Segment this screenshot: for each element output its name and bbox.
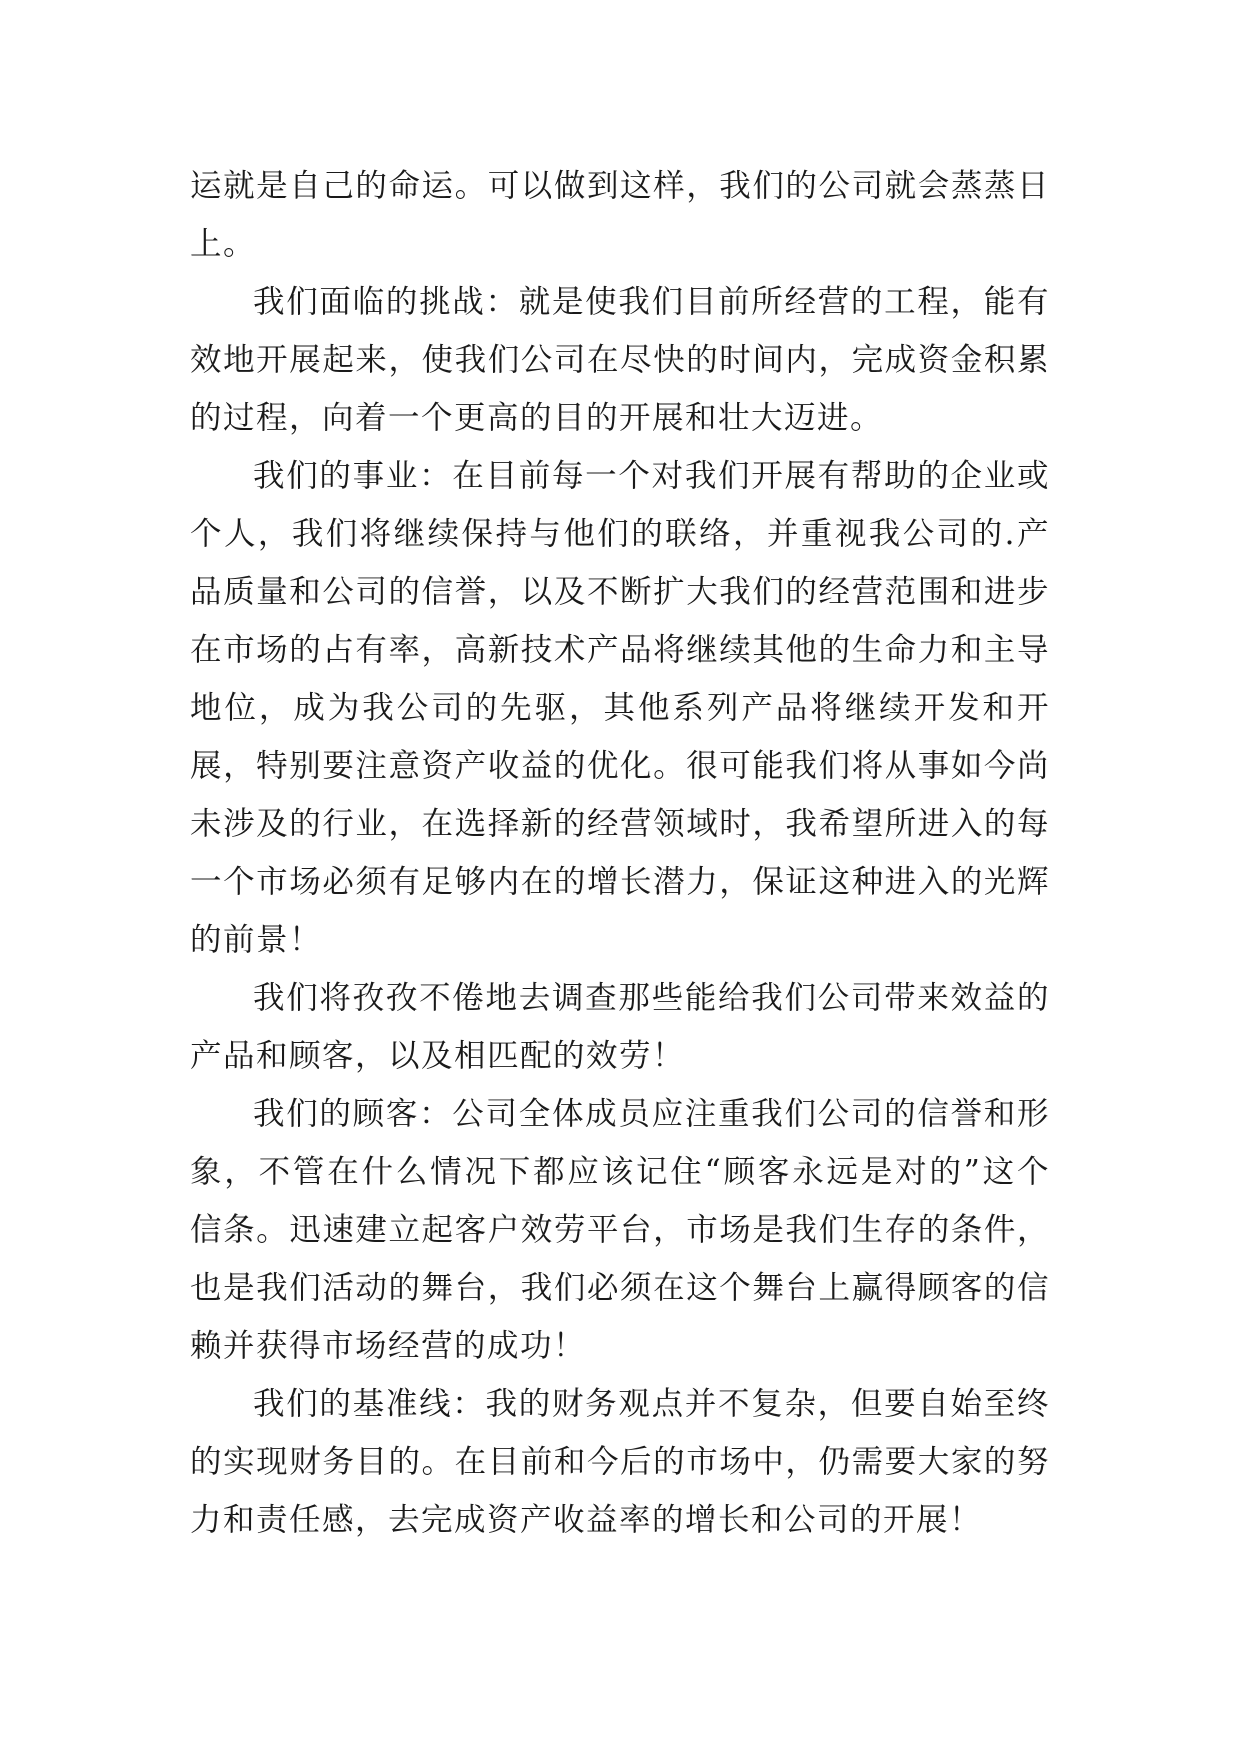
paragraph-baseline: 我们的基准线：我的财务观点并不复杂，但要自始至终的实现财务目的。在目前和今后的市场中，仍需要大家的努力和责任感，去完成资产收益率的增长和公司的开展！: [190, 1386, 1050, 1538]
paragraph-customers: 我们的顾客：公司全体成员应注重我们公司的信誉和形象，不管在什么情况下都应该记住“顾客永远是对的”这个信条。迅速建立起客户效劳平台，市场是我们生存的条件，也是我们活动的舞台，我们必须在这个舞台上赢得顾客的信赖并获得市场经营的成功！: [190, 1096, 1050, 1364]
paragraph-continuation: 运就是自己的命运。可以做到这样，我们的公司就会蒸蒸日上。: [190, 168, 1050, 262]
paragraph-career: 我们的事业：在目前每一个对我们开展有帮助的企业或个人，我们将继续保持与他们的联络，并重视我公司的.产品质量和公司的信誉，以及不断扩大我们的经营范围和进步在市场的占有率，高新技术产品将继续其他的生命力和主导地位，成为我公司的先驱，其他系列产品将继续开发和开展，特别要注意资产收益的优化。很可能我们将从事如今尚未涉及的行业，在选择新的经营领域时，我希望所进入的每一个市场必须有足够内在的增长潜力，保证这种进入的光辉的前景！: [190, 458, 1050, 958]
document-body: [190, 157, 1050, 1549]
paragraph-challenge: 我们面临的挑战：就是使我们目前所经营的工程，能有效地开展起来，使我们公司在尽快的时间内，完成资金积累的过程，向着一个更高的目的开展和壮大迈进。: [190, 284, 1050, 436]
paragraph-research: 我们将孜孜不倦地去调查那些能给我们公司带来效益的产品和顾客，以及相匹配的效劳！: [190, 980, 1050, 1074]
